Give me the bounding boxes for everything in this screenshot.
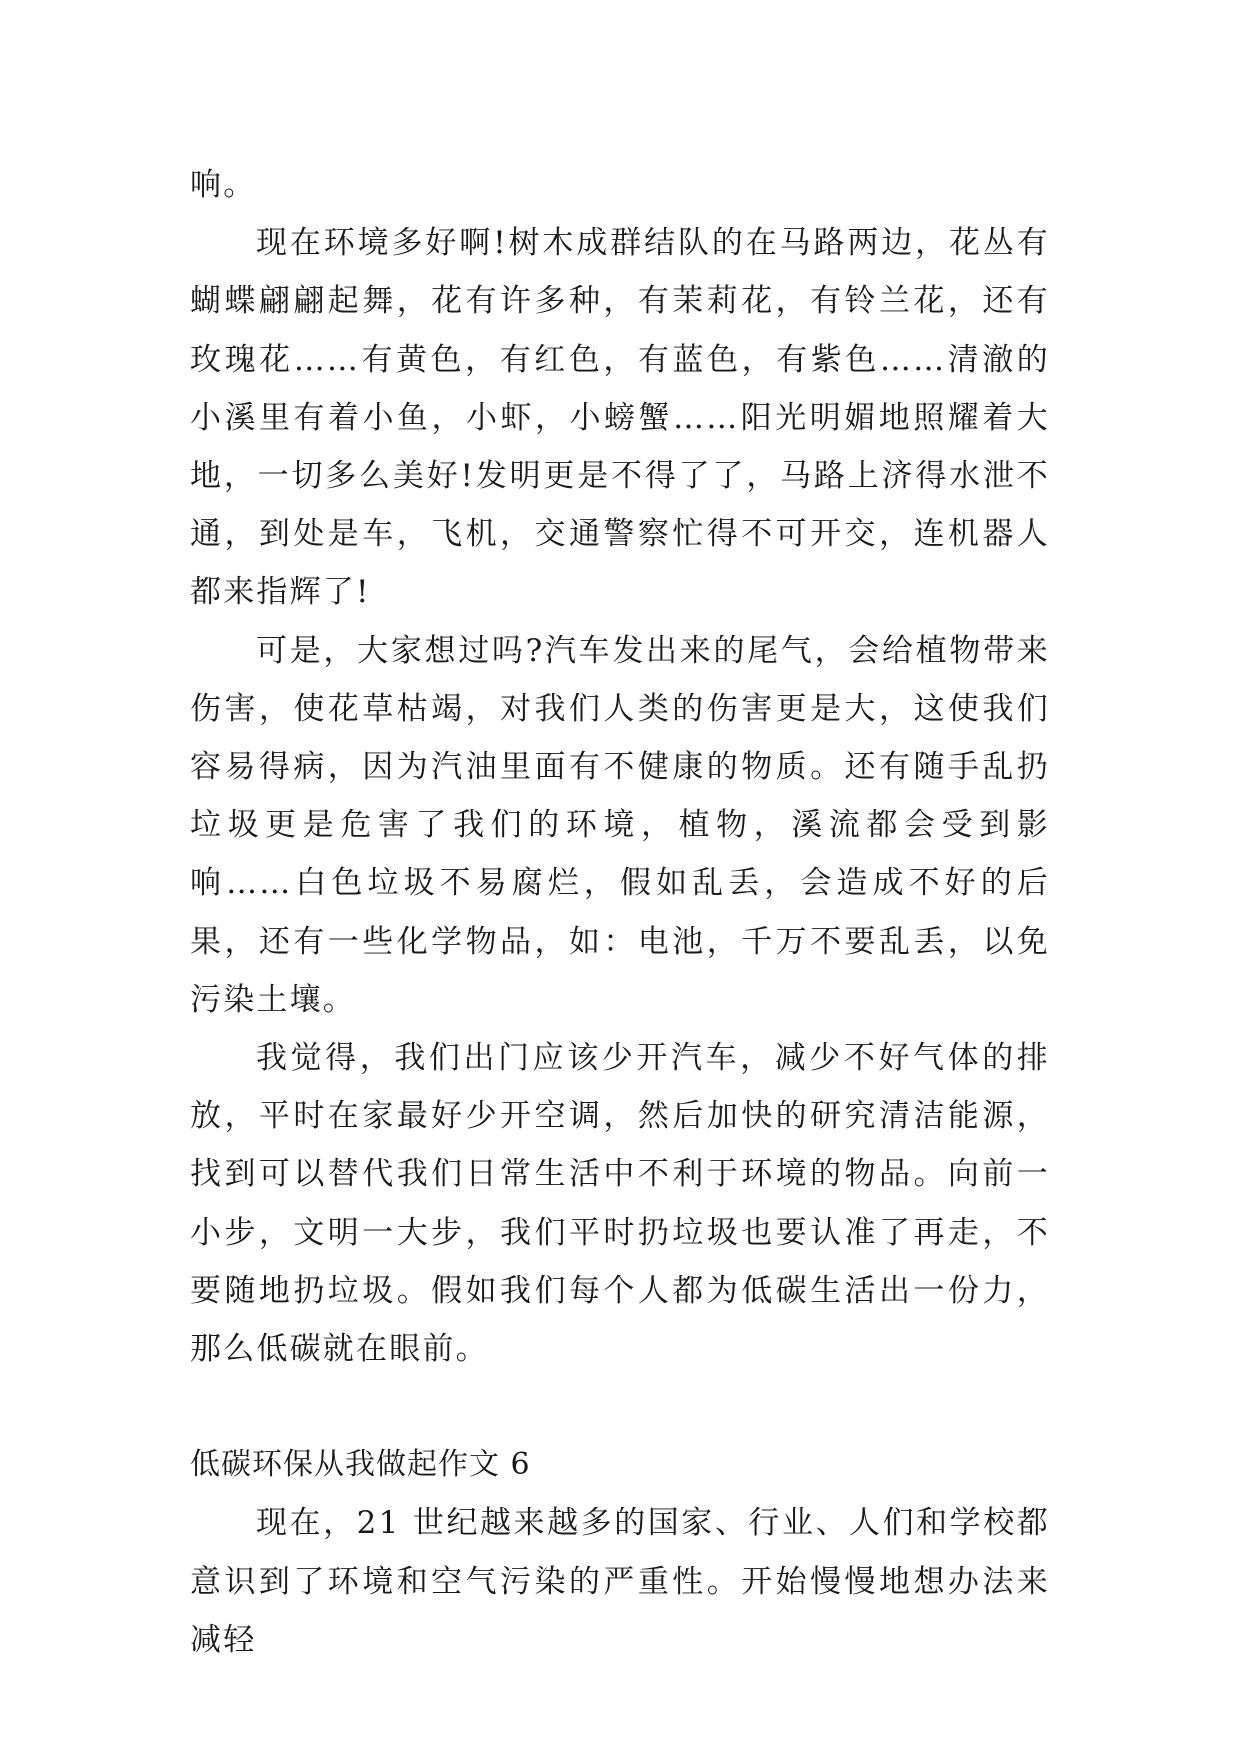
paragraph-environment-scene: 现在环境多好啊!树木成群结队的在马路两边，花丛有蝴蝶翩翩起舞，花有许多种，有茉莉花，有铃兰花，还有玫瑰花……有黄色，有红色，有蓝色，有紫色……清澈的小溪里有着小鱼，小虾，小螃蟹……阳光明媚地照耀着大地，一切多么美好!发明更是不得了了，马路上济得水泄不通，到处是车，飞机，交通警察忙得不可开交，连机器人都来指辉了!: [190, 225, 1050, 611]
paragraph-essay-6-opening: 现在，21 世纪越来越多的国家、行业、人们和学校都意识到了环境和空气污染的严重性。开始慢慢地想办法来减轻: [190, 1505, 1050, 1658]
document-body: [190, 156, 1050, 1669]
paragraph-pollution-harm: 可是，大家想过吗?汽车发出来的尾气，会给植物带来伤害，使花草枯竭，对我们人类的伤害更是大，这使我们容易得病，因为汽油里面有不健康的物质。还有随手乱扔垃圾更是危害了我们的环境，植物，溪流都会受到影响……白色垃圾不易腐烂，假如乱丢，会造成不好的后果，还有一些化学物品，如：电池，千万不要乱丢，以免污染土壤。: [190, 632, 1050, 1018]
paragraph-continuation: 响。: [190, 167, 257, 203]
section-title: 低碳环保从我做起作文 6: [190, 1447, 531, 1483]
paragraph-low-carbon-suggestions: 我觉得，我们出门应该少开汽车，减少不好气体的排放，平时在家最好少开空调，然后加快的研究清洁能源，找到可以替代我们日常生活中不利于环境的物品。向前一小步，文明一大步，我们平时扔垃圾也要认准了再走，不要随地扔垃圾。假如我们每个人都为低碳生活出一份力，那么低碳就在眼前。: [190, 1040, 1050, 1368]
